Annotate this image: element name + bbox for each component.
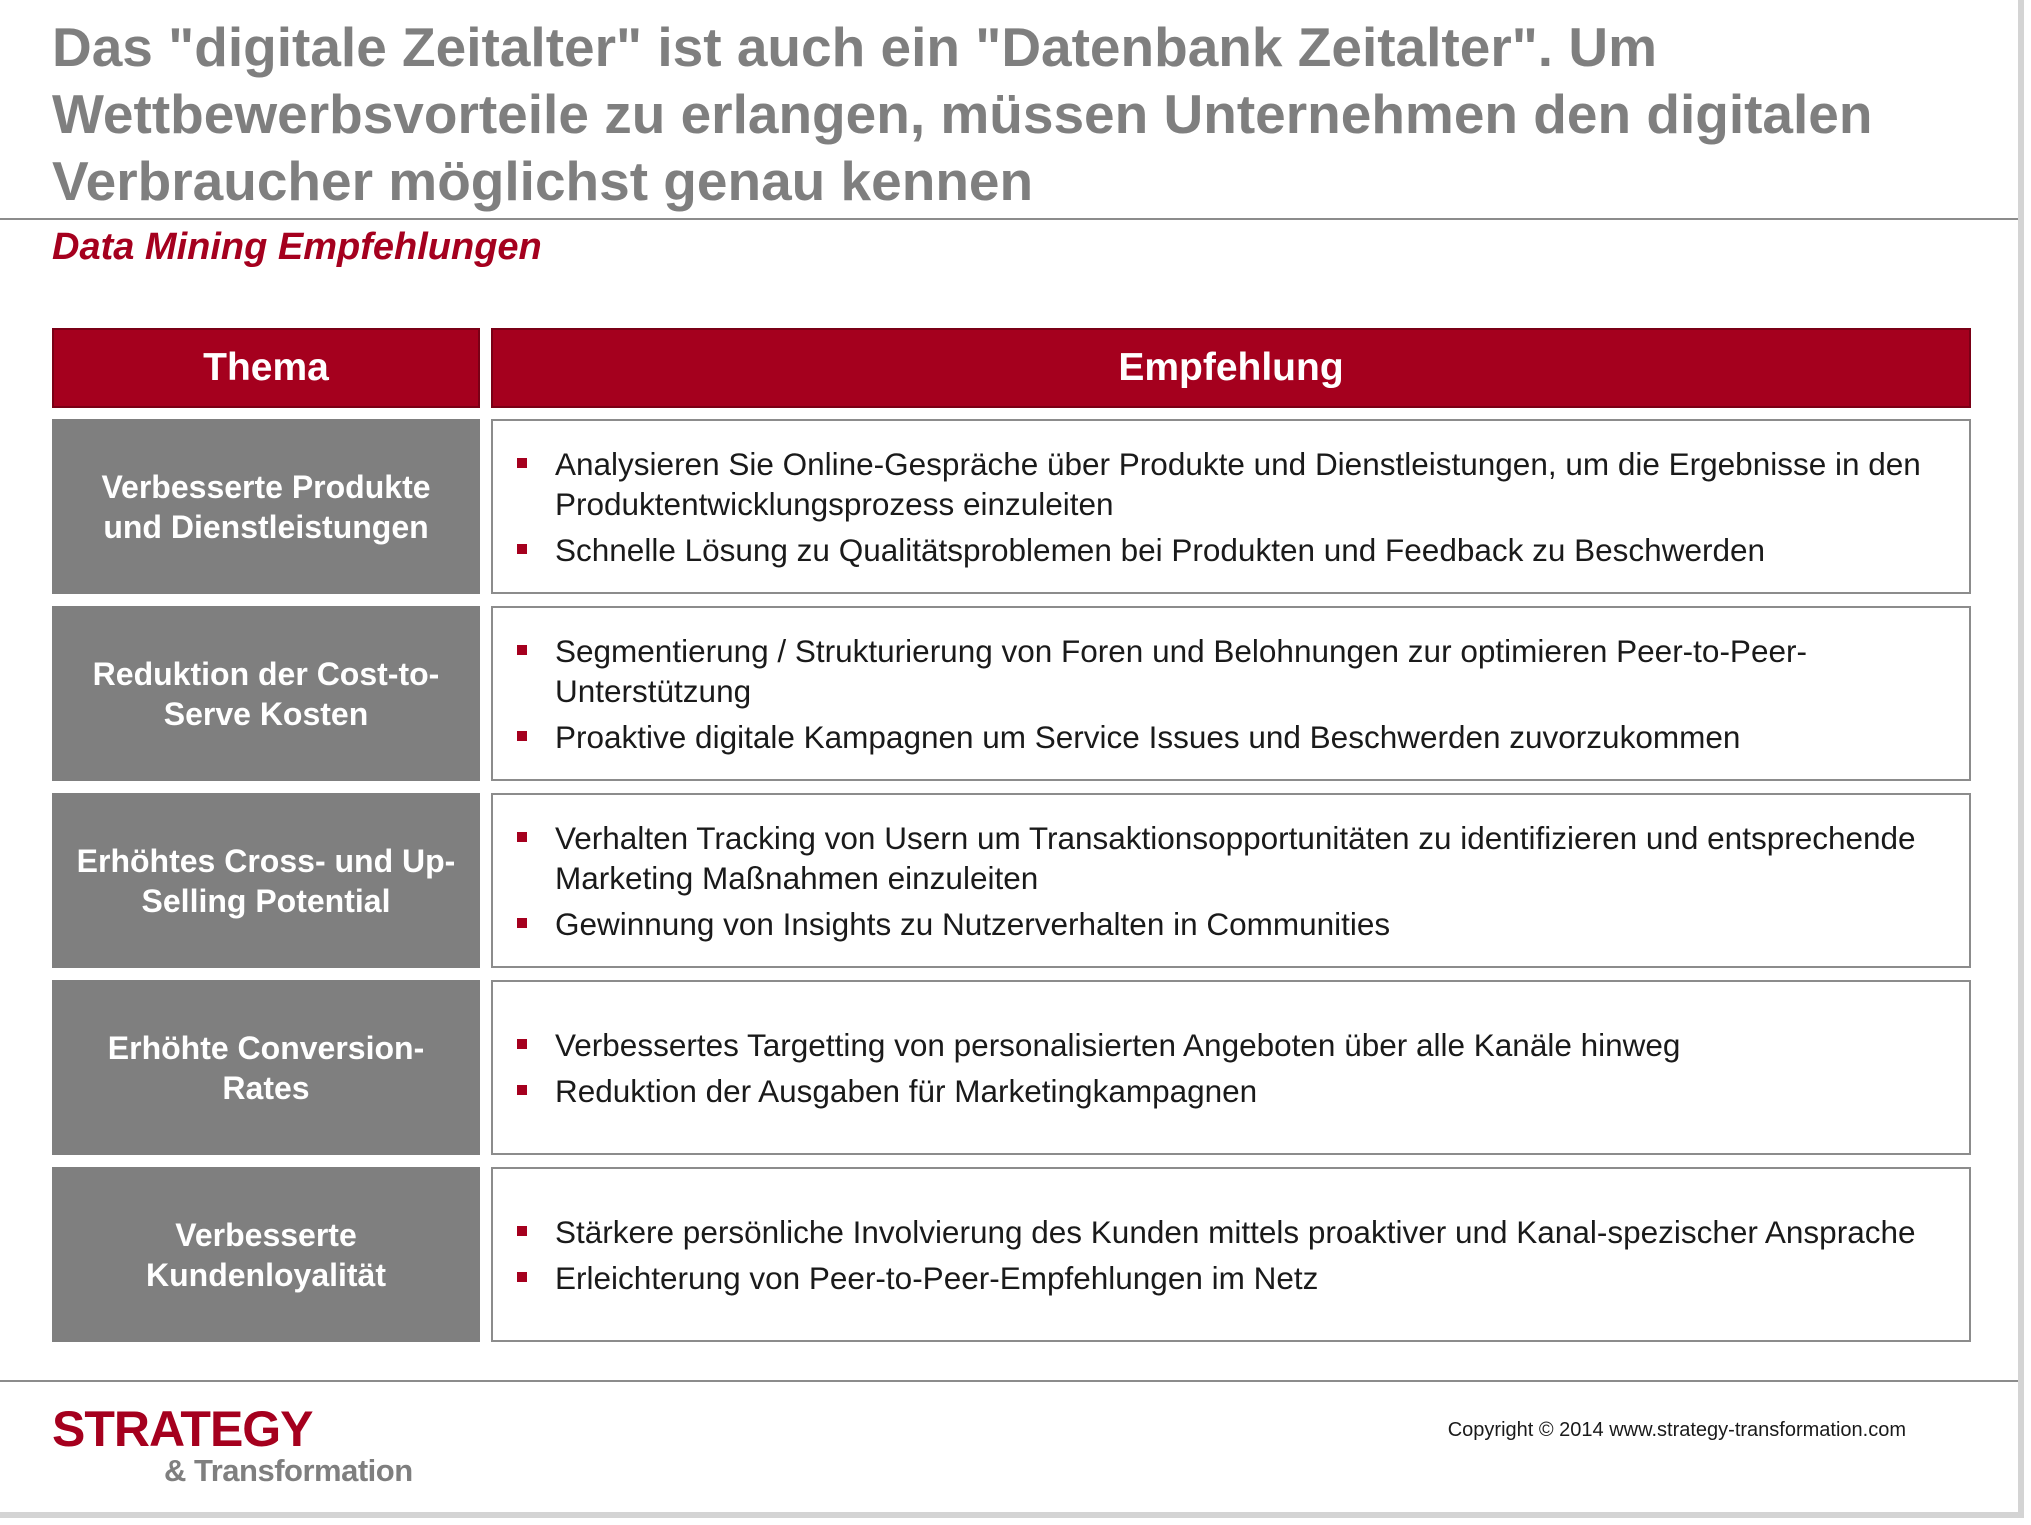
theme-cell: Verbesserte Kundenloyalität (52, 1167, 480, 1342)
recommendation-list (517, 1019, 1949, 1117)
list-item (517, 904, 1949, 944)
bullet-icon (517, 1085, 527, 1095)
list-item (517, 818, 1949, 898)
theme-cell: Verbesserte Produkte und Dienstleistungen (52, 419, 480, 594)
theme-cell: Erhöhtes Cross- und Up-Selling Potential (52, 793, 480, 968)
bullet-icon (517, 1039, 527, 1049)
recommendation-text: Segmentierung / Strukturierung von Foren und Belohnungen zur optimieren Peer-to-Peer-Unterstützung (555, 632, 1807, 709)
logo-wordmark: STRATEGY (52, 1401, 313, 1457)
theme-cell: Reduktion der Cost-to-Serve Kosten (52, 606, 480, 781)
recommendation-list (517, 1206, 1949, 1304)
bullet-icon (517, 918, 527, 928)
recommendation-list (517, 438, 1949, 576)
list-item (517, 717, 1949, 757)
recommendation-cell (491, 419, 1971, 594)
recommendation-text: Stärkere persönliche Involvierung des Kunden mittels proaktiver und Kanal-spezischer Ansprache (555, 1213, 1916, 1250)
bullet-icon (517, 458, 527, 468)
recommendation-list (517, 625, 1949, 763)
recommendation-text: Gewinnung von Insights zu Nutzerverhalten in Communities (555, 905, 1391, 942)
bullet-icon (517, 1272, 527, 1282)
recommendation-cell (491, 606, 1971, 781)
bullet-icon (517, 1226, 527, 1236)
list-item (517, 444, 1949, 524)
bullet-icon (517, 832, 527, 842)
list-item (517, 1258, 1949, 1298)
company-logo (52, 1401, 413, 1488)
theme-cell: Erhöhte Conversion-Rates (52, 980, 480, 1155)
slide-subtitle: Data Mining Empfehlungen (52, 226, 542, 268)
bullet-icon (517, 731, 527, 741)
recommendation-text: Verhalten Tracking von Usern um Transaktionsopportunitäten zu identifizieren und entsprechende Marketing Maßnahmen einzuleiten (555, 819, 1916, 896)
recommendation-text: Schnelle Lösung zu Qualitätsproblemen bei Produkten und Feedback zu Beschwerden (555, 531, 1766, 568)
list-item (517, 1212, 1949, 1252)
logo-tagline: & Transformation (164, 1453, 413, 1488)
recommendation-text: Proaktive digitale Kampagnen um Service Issues und Beschwerden zuvorzukommen (555, 718, 1741, 755)
recommendation-text: Analysieren Sie Online-Gespräche über Produkte und Dienstleistungen, um die Ergebnisse in den Produktentwicklungsprozess einzuleiten (555, 445, 1921, 522)
recommendation-text: Verbessertes Targetting von personalisierten Angeboten über alle Kanäle hinweg (555, 1026, 1681, 1063)
recommendation-text: Erleichterung von Peer-to-Peer-Empfehlungen im Netz (555, 1259, 1319, 1296)
list-item (517, 631, 1949, 711)
bullet-icon (517, 544, 527, 554)
copyright-notice: Copyright © 2014 www.strategy-transformation.com (1447, 1419, 1906, 1441)
bullet-icon (517, 645, 527, 655)
list-item (517, 530, 1949, 570)
table-header-recommendation: Empfehlung (491, 328, 1971, 408)
title-divider (0, 218, 2018, 220)
recommendation-cell (491, 793, 1971, 968)
recommendation-text: Reduktion der Ausgaben für Marketingkampagnen (555, 1072, 1258, 1109)
list-item (517, 1071, 1949, 1111)
table-header-theme: Thema (52, 328, 480, 408)
recommendation-cell (491, 980, 1971, 1155)
footer-divider (0, 1380, 2018, 1382)
list-item (517, 1025, 1949, 1065)
recommendation-list (517, 812, 1949, 950)
recommendation-cell (491, 1167, 1971, 1342)
slide-title: Das "digitale Zeitalter" ist auch ein "Datenbank Zeitalter". Um Wettbewerbsvorteile zu erlangen, müssen Unternehmen den digitalen Verbraucher möglichst genau kennen (52, 16, 1873, 212)
